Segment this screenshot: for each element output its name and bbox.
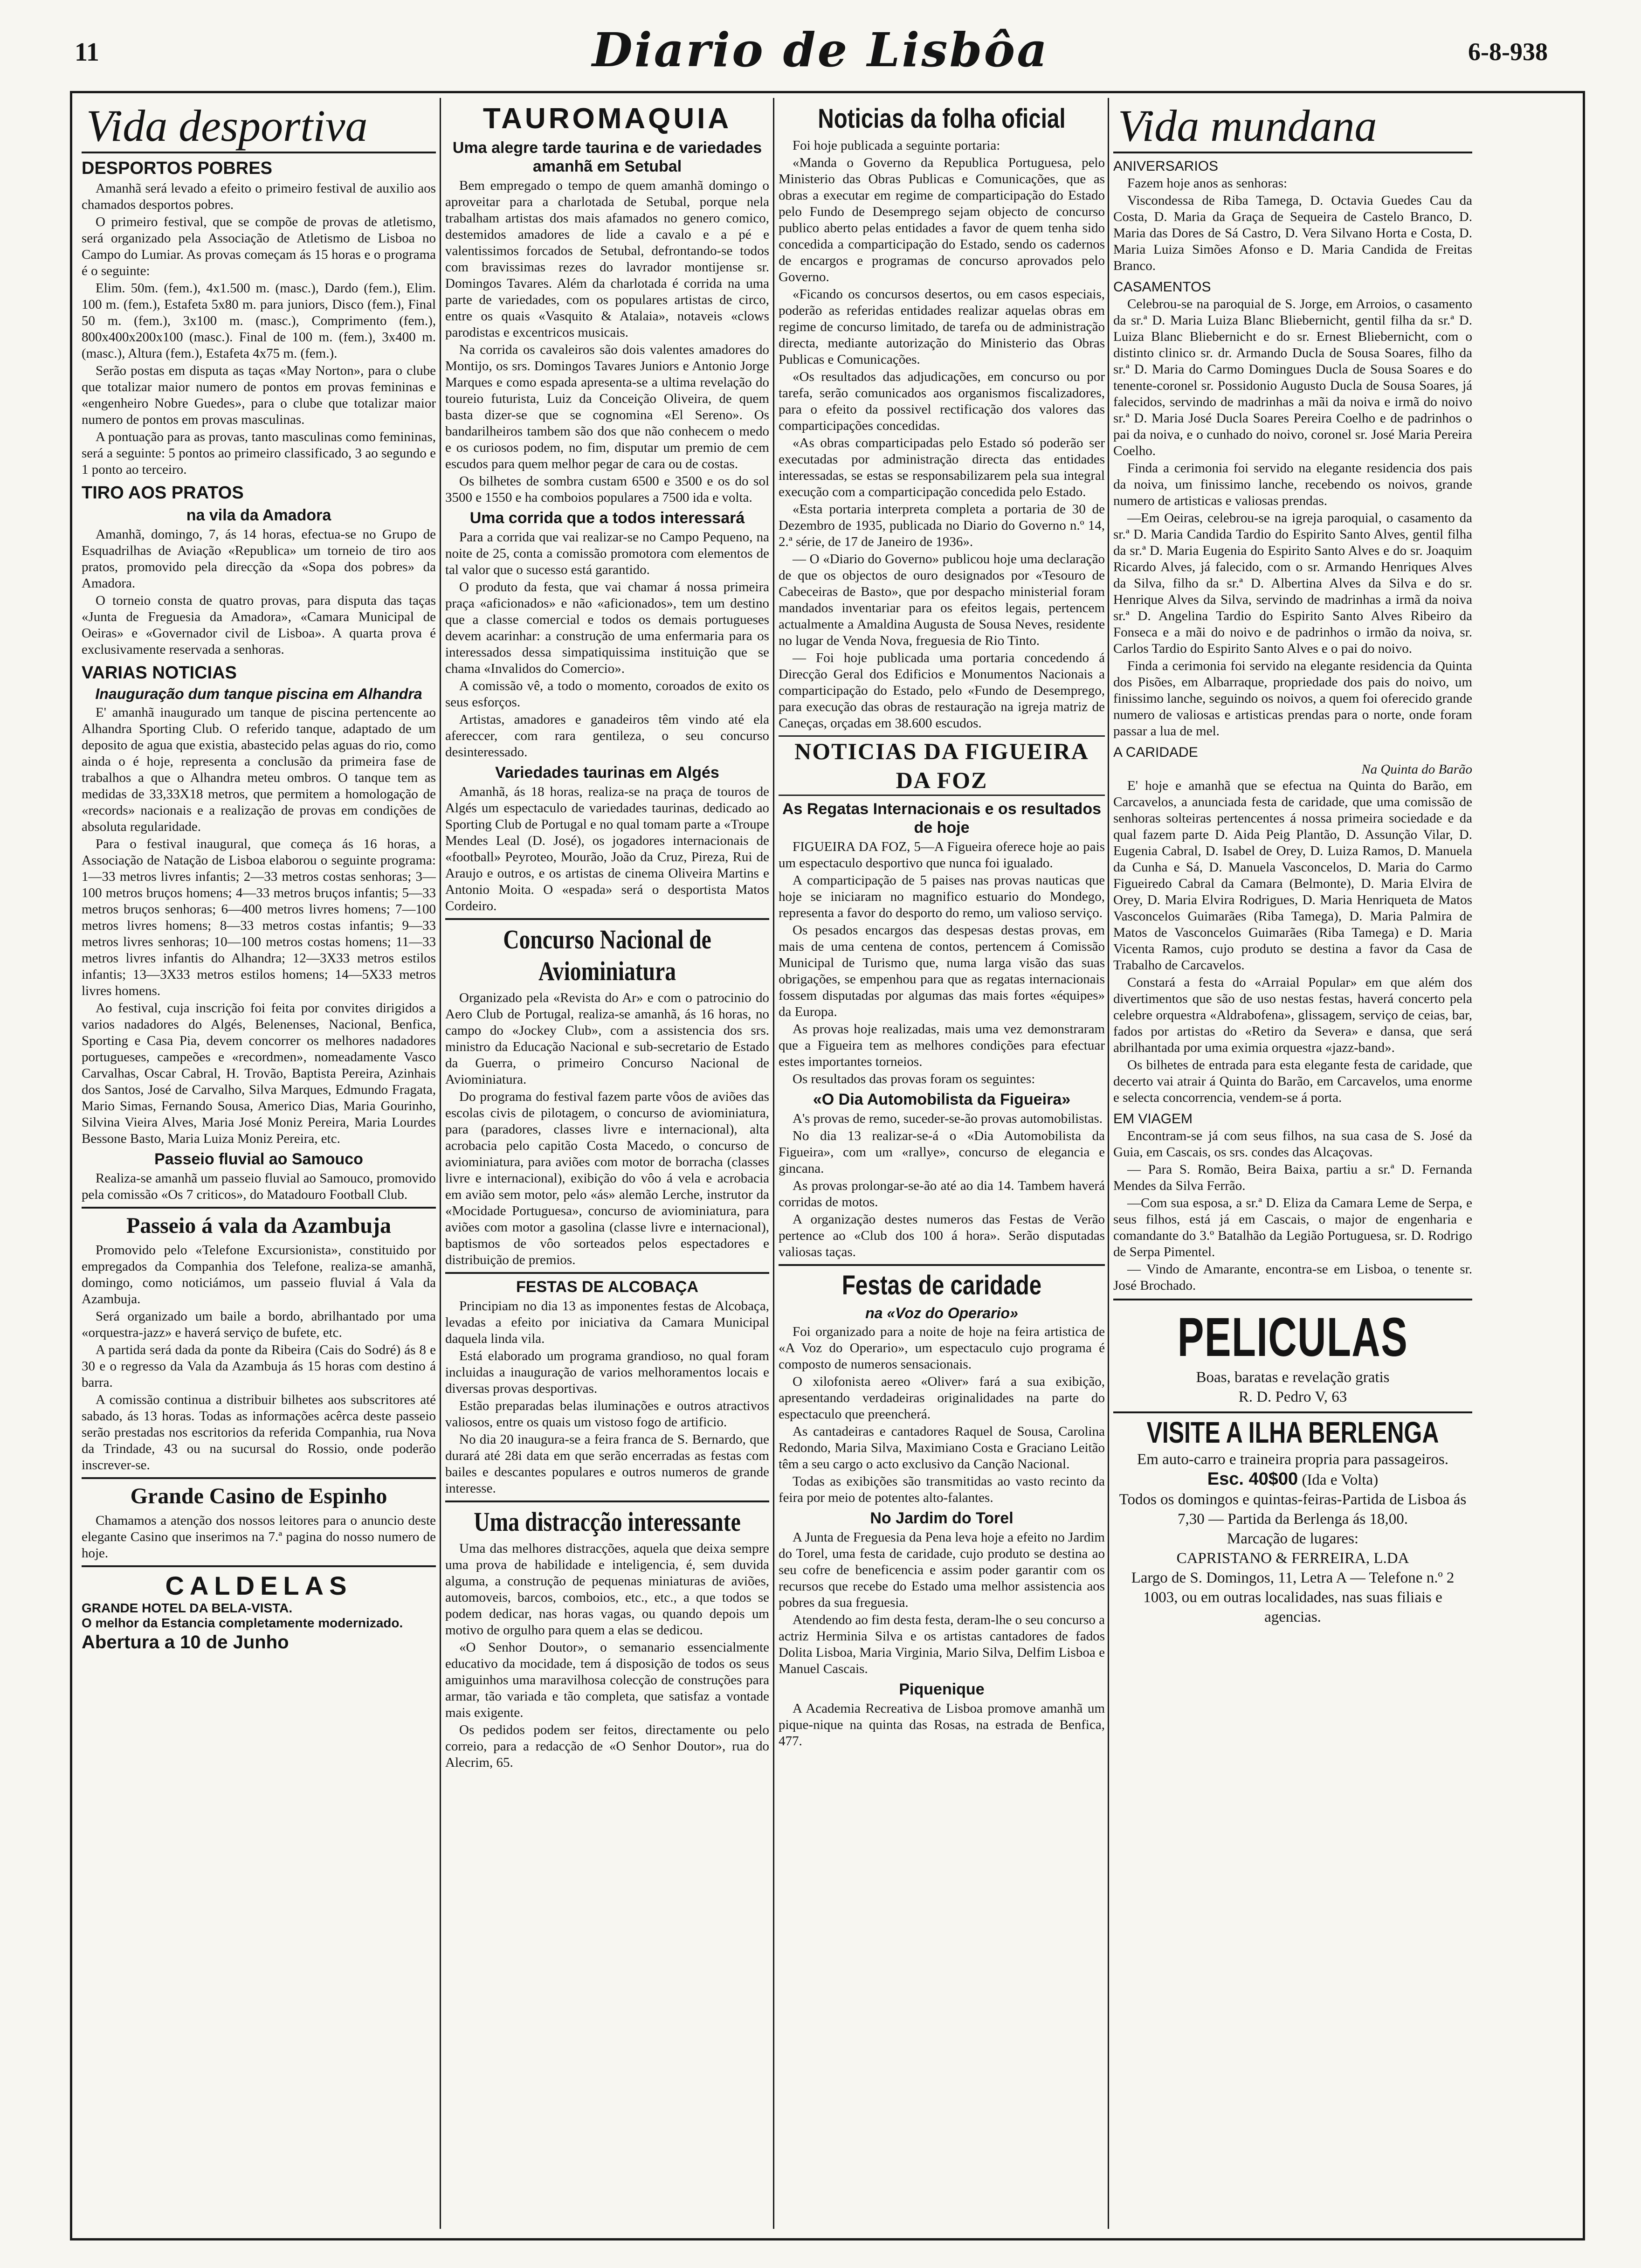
paragraph: A comissão continua a distribuir bilhetes aos subscritores até sabado, ás 13 horas. Todas as informações acêrca deste passeio serão prestadas nos escritorios da referida Companhia, rua Nova da Trindade, 43 ou na sucursal do Rossio, onde poderão inscrever-se. [82, 1392, 436, 1473]
paragraph: —Com sua esposa, a sr.ª D. Eliza da Camara Leme de Serpa, e seus filhos, está já em Cascais, o major de engenharia e comandante do 3.º Batalhão da Legião Portuguesa, sr. D. Rodrigo de Serpa Pimentel. [1113, 1196, 1472, 1259]
paragraph: Bem empregado o tempo de quem amanhã domingo o aproveitar para a charlotada de Setubal, porque nela trabalham artistas dos mais afamados no genero comico, destemidos amadores de lide a cavalo e a pé e valentissimos forcados de Setubal, defrontando-se todos com bravissimas rezes do lavrador montijense sr. Domingos Tavares. Além da charlotada é corrida na uma parte de variedades, com os populares artistas de circo, entre os quais «Vasquito & Atalaia», notaveis «clows parodistas e excentricos musicais. [445, 178, 769, 340]
ad-peliculas [1113, 1299, 1472, 1407]
section-title: TAUROMAQUIA [483, 103, 732, 135]
ad-berlenga [1113, 1411, 1472, 1627]
paragraph: O primeiro festival, que se compõe de provas de atletismo, será organizado pela Associação de Atletismo de Lisboa no Campo do Lumiar. As provas começam ás 15 horas e o programa é o seguinte: [82, 214, 436, 278]
paragraph: Foi hoje publicada a seguinte portaria: [793, 138, 1000, 153]
paragraph: Celebrou-se na paroquial de S. Jorge, em Arroios, o casamento da sr.ª D. Maria Luiza Blanc Bliebernicht, gentil filha da sr.ª D. Luiza Blanc Bliebernicht e do sr. Ernest Bliebernicht, com o distinto clinico sr. dr. Armando Ducla de Sousa Soares, filho da sr.ª D. Maria do Carmo Domingues Ducla de Sousa Soares e do tenente-coronel sr. Possidonio Augusto Ducla de Sousa Soares, já falecidos, servindo de madrinhas a mãi da noiva e irmã do noivo sr.ª D. Maria José Ducla Soares Pereira Coelho e de padrinhos o pai da noiva, e o cunhado do noivo, coronel sr. José Maria Pereira Coelho. [1113, 297, 1472, 458]
paragraph: — Para S. Romão, Beira Baixa, partiu a sr.ª D. Fernanda Mendes da Silva Ferrão. [1113, 1162, 1472, 1193]
ad-line: GRANDE HOTEL DA BELA-VISTA. [82, 1601, 293, 1615]
paragraph: Todas as exibições são transmitidas ao vasto recinto da feira por meio de potentes alto-falantes. [779, 1474, 1105, 1505]
paragraph: Atendendo ao fim desta festa, deram-lhe o seu concurso a actriz Herminia Silva e os artistas cantadores de fados Dolita Lisboa, Maria Virginia, Mario Silva, Delfim Lisboa e Manuel Cascais. [779, 1612, 1105, 1676]
paragraph: O produto da festa, que vai chamar á nossa primeira praça «aficionados» e não «aficionados», tem um destino que a classe comercial e todos os demais portugueses devem acarinhar: a construção de uma enfermaria para os interessados dessa simpatiquissima instituição que se chama «Invalidos do Comercio». [445, 580, 769, 676]
paragraph: — Foi hoje publicada uma portaria concedendo á Direcção Geral dos Edificios e Monumentos Nacionais a comparticipação do Estado, pelo «Fundo de Desemprego, para execução das obras de restauração na igreja matriz de Caneças, orçadas em 38.600 escudos. [779, 650, 1105, 731]
paragraph: Realiza-se amanhã um passeio fluvial ao Samouco, promovido pela comissão «Os 7 criticos», do Matadouro Football Club. [82, 1171, 436, 1202]
paragraph: Está elaborado um programa grandioso, no qual foram incluidas a inauguração de varios melhoramentos locais e diversas provas desportivas. [445, 1348, 769, 1396]
paragraph: Os bilhetes de sombra custam 6500 e 3500 e os do sol 3500 e 1550 e ha comboios populares a 7500 ida e volta. [445, 474, 769, 505]
paragraph: A pontuação para as provas, tanto masculinas como femininas, será a seguinte: 5 pontos ao primeiro classificado, 3 ao segundo e 1 ponto ao terceiro. [82, 429, 436, 477]
column-vida-desportiva [82, 100, 436, 2227]
ad-price-note: (Ida e Volta) [1302, 1472, 1379, 1488]
issue-date: 6-8-938 [1468, 38, 1548, 66]
paragraph: Amanhã, ás 18 horas, realiza-se na praça de touros de Algés um espectaculo de variedades taurinas, dedicado ao Sporting Club de Portugal e no qual tomam parte a «Troupe Mendes Leal (D. José), os jogadores internacionais de «football» Peyroteo, Mourão, João da Cruz, Pireza, Rui de Araujo e outros, e os artistas de cinema Oliveira Martins e Antonio Moita. O «espada» será o desportista Matos Cordeiro. [445, 784, 769, 913]
article-subheading: Uma alegre tarde taurina e de variedades amanhã em Setubal [452, 139, 762, 175]
ad-line: O melhor da Estancia completamente modernizado. [82, 1616, 403, 1630]
divider [445, 1500, 769, 1502]
article-heading: TIRO AOS PRATOS [82, 483, 244, 503]
paragraph: Promovido pelo «Telefone Excursionista», constituido por empregados da Companhia dos Telefone, realiza-se amanhã, domingo, como noticiámos, um passeio fluvial á Vala da Azambuja. [82, 1243, 436, 1307]
paragraph: Os bilhetes de entrada para esta elegante festa de caridade, que decerto vai atrair á Quinta do Barão, em Carcavelos, uma enorme e selecta concorrencia, vendem-se á porta. [1113, 1058, 1472, 1105]
article-heading: NOTICIAS DA FIGUEIRA DA FOZ [779, 735, 1105, 796]
paragraph: Os pedidos podem ser feitos, directamente ou pelo correio, para a redacção de «O Senhor Doutor», rua do Alecrim, 65. [445, 1722, 769, 1770]
paragraph: Encontram-se já com seus filhos, na sua casa de S. José da Guia, em Cascais, os srs. condes das Alcaçovas. [1113, 1128, 1472, 1160]
ad-line: Largo de S. Domingos, 11, Letra A — Telefone n.º 2 1003, ou em outras localidades, nas suas filiais e agencias. [1131, 1570, 1455, 1625]
section-title: Noticias da folha oficial [818, 104, 1066, 134]
column-rule [1108, 98, 1109, 2229]
divider [82, 1477, 436, 1479]
column-rule [440, 98, 441, 2229]
paragraph: As cantadeiras e cantadores Raquel de Sousa, Carolina Redondo, Maria Silva, Maximiano Costa e Graciano Leitão têm a seu cargo o acto exclusivo da Canção Nacional. [779, 1424, 1105, 1472]
paragraph: O xilofonista aereo «Oliver» fará a sua exibição, apresentando verdadeiras originalidades na parte do espectaculo que preencherá. [779, 1374, 1105, 1422]
paragraph: Chamamos a atenção dos nossos leitores para o anuncio deste elegante Casino que inserimos na 7.ª pagina do nosso numero de hoje. [82, 1513, 436, 1561]
paragraph: «Manda o Governo da Republica Portuguesa, pelo Ministerio das Obras Publicas e Comunicações, que as obras a executar em regime de comparticipação do Estado pelo Fundo de Desemprego sejam objecto de concurso publico aberto pelas entidades a favor de quem tenha sido concedida a comparticipação do Estado, sendo os cadernos de encargos e programas de concurso aprovados pelo Governo. [779, 155, 1105, 284]
paragraph: A comissão vê, a todo o momento, coroados de exito os seus esforços. [445, 678, 769, 710]
paragraph: E' amanhã inaugurado um tanque de piscina pertencente ao Alhandra Sporting Club. O referido tanque, adaptado de um deposito de agua que existia, abastecido pelas aguas do rio, como ainda o é hoje, representa a conclusão da primeira fase de trabalhos a que o Alhandra meteu ombros. O tanque tem as medidas de 33,33X18 metros, que permitem a homologação de «records» nacionais e a realização de provas em condições de absoluta regularidade. [82, 705, 436, 834]
ad-line: Boas, baratas e revelação gratis [1196, 1369, 1390, 1386]
ad-title: VISITE A ILHA BERLENGA [1146, 1416, 1439, 1449]
paragraph: Finda a cerimonia foi servido na elegante residencia da Quinta dos Pisões, em Albarraque, propriedade dos pais do noivo, um finissimo lanche, seguindo os noivos, a quem foi oferecido grande numero de valiosas e artisticas prendas para o norte, onde foram passar a lua de mel. [1113, 658, 1472, 739]
paragraph: Será organizado um baile a bordo, abrilhantado por uma «orquestra-jazz» e haverá serviço de bufete, etc. [82, 1309, 436, 1340]
paragraph: Estão preparadas belas iluminações e outros atractivos valiosos, entre os quais um vistoso fogo de artificio. [445, 1398, 769, 1430]
paragraph: FIGUEIRA DA FOZ, 5—A Figueira oferece hoje ao pais um espectaculo desportivo que nunca foi igualado. [779, 839, 1105, 871]
page-header [0, 0, 1641, 93]
article-heading: Festas de caridade [841, 1270, 1042, 1300]
column-tauromaquia [445, 100, 769, 2227]
column-rule [773, 98, 774, 2229]
paragraph: Finda a cerimonia foi servido na elegante residencia dos pais da noiva, um finissimo lanche, recebendo os noivos, grande numero de artisticas e valiosas prendas. [1113, 461, 1472, 508]
paragraph: As provas prolongar-se-ão até ao dia 14. Tambem haverá corridas de motos. [779, 1178, 1105, 1210]
paragraph: A organização destes numeros das Festas de Verão pertence ao «Club dos 100 á hora». Serão disputadas valiosas taças. [779, 1212, 1105, 1259]
paragraph: «Esta portaria interpreta completa a portaria de 30 de Dezembro de 1935, publicada no Diario do Governo n.º 14, 2.ª série, de 17 de Janeiro de 1936». [779, 502, 1105, 549]
paragraph: Para o festival inaugural, que começa ás 16 horas, a Associação de Natação de Lisboa elaborou o seguinte programa: 1—33 metros livres infantis; 2—33 metros costas senhoras; 3—100 metros bruços homens; 4—33 metros bruços infantis; 5—33 metros bruços senhoras; 6—400 metros livres homens; 7—100 metros livres homens; 8—33 metros costas infantis; 9—33 metros livres senhoras; 10—100 metros costas homens; 11—33 metros livres infantis do Alhandra; 12—3X33 metros estilos infantis; 13—3X33 metros estilos homens; 14—5X33 metros livres homens. [82, 837, 436, 998]
ad-price-line [1113, 1469, 1472, 1490]
article-heading: Grande Casino de Espinho [130, 1484, 387, 1508]
paragraph: A Academia Recreativa de Lisboa promove amanhã um pique-nique na quinta das Rosas, na estrada de Benfica, 477. [779, 1701, 1105, 1749]
article-subheading: na «Voz do Operario» [865, 1305, 1018, 1321]
paragraph: Organizado pela «Revista do Ar» e com o patrocinio do Aero Club de Portugal, realiza-se amanhã, ás 16 horas, no campo do «Jockey Club», com a assistencia dos srs. ministro da Educação Nacional e sub-secretario de Estado da Guerra, o primeiro Concurso Nacional de Aviominiatura. [445, 990, 769, 1087]
ad-line: Todos os domingos e quintas-feiras-Partida de Lisboa ás 7,30 — Partida da Berlenga ás 18,00. [1119, 1491, 1467, 1528]
paragraph: Principiam no dia 13 as imponentes festas de Alcobaça, levadas a efeito por iniciativa da Camara Municipal daquela linda vila. [445, 1299, 769, 1346]
column-folha-oficial [779, 100, 1105, 2227]
paragraph: Elim. 50m. (fem.), 4x1.500 m. (masc.), Dardo (fem.), Elim. 100 m. (fem.), Estafeta 5x80 m. para juniors, Disco (fem.), Final 50 m. (fem.), 3x100 m. (masc.), Comprimento (fem.), 800x400x200x100 (masc.). Final de 100 m. (fem.), 3x400 m. (masc.), Altura (fem.), Estafeta 4x75 m. (fem.). [82, 281, 436, 361]
paragraph: Constará a festa do «Arraial Popular» em que além dos divertimentos que são de uso nestas festas, haverá concerto pela celebre orquestra «Aldrabofena», glissagem, serviço de ceias, bar, fados por artistas do «Retiro da Severa» e dansa, que será abrilhantada por uma eximia orquestra «jazz-band». [1113, 975, 1472, 1055]
paragraph: Do programa do festival fazem parte vôos de aviões das escolas civis de pilotagem, o concurso de aviominiatura, para (paradores, classes livre e internacional), alta acrobacia pelo capitão Costa Macedo, o concurso de aviominiatura, para aviões com motor de borracha (classes livre e internacional), exibição do vôo á vela e acrobacia em avião sem motor, pelo «ás» alemão Lerche, instrutor da «Mocidade Portuguesa», concurso de aviominiatura, para aviões com motor a gasolina (classe livre e internacional), baptismos de vôo sorteados pelos espectadores e distribuição de premios. [445, 1089, 769, 1267]
article-subheading: Piquenique [899, 1680, 985, 1698]
article-heading: Concurso Nacional de Aviominiatura [503, 924, 711, 986]
section-title: Vida desportiva [82, 100, 436, 153]
paragraph: Viscondessa de Riba Tamega, D. Octavia Guedes Cau da Costa, D. Maria da Graça de Sequeira de Castelo Branco, D. Maria das Dores de Sá Castro, D. Vera Silvano Horta e Costa, D. Maria Luiza Simões Afonso e D. Maria Candida de Freitas Branco. [1113, 193, 1472, 273]
paragraph: A partida será dada da ponte da Ribeira (Cais do Sodré) ás 8 e 30 e o regresso da Vala da Azambuja ás 15 horas com destino á barra. [82, 1342, 436, 1390]
paragraph: A's provas de remo, suceder-se-ão provas automobilistas. [793, 1111, 1103, 1126]
article-subheading: Inauguração dum tanque piscina em Alhandra [95, 685, 422, 702]
paragraph: Na corrida os cavaleiros são dois valentes amadores do Montijo, os srs. Domingos Tavares Juniors e Antonio Jorge Marques e como espada apresenta-se a ultima revelação do toureio futurista, Luiz da Conceição Oliveira, de quem basta dizer-se que se cognomina «El Sereno». Os bandarilheiros tambem são dos que não conhecem o medo e os curiosos podem, no fim, disputar um premio de cem escudos para quem melhor pegar de cara ou de costas. [445, 342, 769, 471]
paragraph: Uma das melhores distracções, aquela que deixa sempre uma prova de habilidade e inteligencia, é, sem duvida alguma, a construção de pequenas miniaturas de aviões, automoveis, barcos, comboios, etc., etc., a que todos se podem dedicar, nas horas vagas, ou quando depois um motivo de orgulho para quem a elas se dedicou. [445, 1541, 769, 1638]
article-subheading: No Jardim do Torel [870, 1509, 1014, 1527]
paragraph: A comparticipação de 5 paises nas provas nauticas que hoje se iniciaram no magnifico estuario do Mondego, representa a favor do desporto do remo, um valioso serviço. [779, 873, 1105, 920]
paragraph: O torneio consta de quatro provas, para disputa das taças «Junta de Freguesia da Amadora», «Camara Municipal de Oeiras» e «Governador civil de Lisboa». A quarta prova é exclusivamente reservada a senhoras. [82, 593, 436, 657]
ad-title: CALDELAS [165, 1571, 352, 1600]
article-subheading: na vila da Amadora [186, 506, 331, 524]
paragraph: No dia 20 inaugura-se a feira franca de S. Bernardo, que durará até 28i data em que serão encerradas as festas com bailes e descantes populares e outros numeros de grande interesse. [445, 1432, 769, 1496]
article-heading: EM VIAGEM [1113, 1111, 1193, 1127]
paragraph: A Junta de Freguesia da Pena leva hoje a efeito no Jardim do Torel, uma festa de caridade, cujo produto se destina ao seu cofre de beneficencia e assim poder garantir com os recursos que recebe do Estado uma melhor assistencia aos pobres da sua freguesia. [779, 1530, 1105, 1610]
column-vida-mundana [1113, 100, 1472, 2227]
paragraph: As provas hoje realizadas, mais uma vez demonstraram que a Figueira tem as melhores condições para efectuar estes importantes torneios. [779, 1022, 1105, 1069]
article-heading: Uma distracção interessante [474, 1507, 741, 1537]
paragraph: Serão postas em disputa as taças «May Norton», para o clube que totalizar maior numero de pontos em provas femininas e «engenheiro Nobre Guedes», para o clube que totalizar maior numero de pontos em provas masculinas. [82, 363, 436, 427]
ad-price: Esc. 40$00 [1207, 1469, 1298, 1489]
article-heading: Passeio á vala da Azambuja [126, 1213, 392, 1238]
paragraph: «Ficando os concursos desertos, ou em casos especiais, poderão as referidas entidades realizar aquelas obras em regime de concurso limitado, de tarefa ou de administração directa, mediante autorização do Ministerio das Obras Publicas e Comunicações. [779, 287, 1105, 367]
page-number: 11 [75, 38, 99, 67]
section-title: Vida mundana [1113, 100, 1472, 153]
article-heading: CASAMENTOS [1113, 279, 1211, 295]
ad-line: Em auto-carro e traineira propria para passageiros. [1137, 1451, 1448, 1468]
article-heading: A CARIDADE [1113, 745, 1198, 760]
article-heading: DESPORTOS POBRES [82, 159, 272, 178]
paragraph: Ao festival, cuja inscrição foi feita por convites dirigidos a varios nadadores do Algés, Belenenses, Nacional, Benfica, Sporting e Casa Pia, devem concorrer os melhores nadadores portugueses, campeões e «recordmen», nomeadamente Vasco Carvalhas, Oscar Cabral, H. Trovão, Baptista Pereira, Azinhais dos Santos, José de Carvalho, Silva Marques, Edmundo Fragata, Mario Simas, Fernando Sousa, Americo Dias, Maria Gourinho, Silvina Vieira Alves, Maria José Moniz Pereira, Maria Lourdes Bessone Basto, Maria Luiza Moniz Pereira, etc. [82, 1001, 436, 1146]
paragraph: Fazem hoje anos as senhoras: [1127, 176, 1288, 191]
divider [82, 1565, 436, 1567]
paragraph: Para a corrida que vai realizar-se no Campo Pequeno, na noite de 25, conta a comissão promotora com elementos de tal valor que o sucesso está garantido. [445, 530, 769, 577]
masthead: Diario de Lisbôa [592, 22, 1049, 77]
ad-title: PELICULAS [1177, 1307, 1408, 1368]
paragraph: Amanhã será levado a efeito o primeiro festival de auxilio aos chamados desportos pobres. [82, 181, 436, 212]
article-heading: Passeio fluvial ao Samouco [154, 1150, 363, 1168]
ad-line: Marcação de lugares: [1227, 1530, 1359, 1547]
divider [82, 1207, 436, 1209]
paragraph: Amanhã, domingo, 7, ás 14 horas, efectua-se no Grupo de Esquadrilhas de Aviação «Republica» um torneio de tiro aos pratos, promovido pela direcção da «Sopa dos pobres» da Amadora. [82, 527, 436, 591]
paragraph: — Vindo de Amarante, encontra-se em Lisboa, o tenente sr. José Brochado. [1113, 1262, 1472, 1293]
paragraph: Os resultados das provas foram os seguintes: [793, 1072, 1035, 1086]
paragraph: —Em Oeiras, celebrou-se na igreja paroquial, o casamento da sr.ª D. Maria Candida Tardio do Espirito Santo Alves, gentil filha da sr.ª D. Maria Eugenia do Espirito Santo Alves e do sr. Joaquim Ricardo Alves, já falecido, com o sr. Armando Henriques Alves da Silva, filho da sr.ª D. Albertina Alves da Silva e do sr. Henrique Alves da Silva, servindo de madrinhas a irmã da noiva sr.ª D. Angelina Tardio do Espirito Santo Alves Ribeiro da Fonseca e a mãi do noivo e de padrinhos o irmão da noiva, sr. Carlos Tardio do Espirito Santo Alves e o pai do noivo. [1113, 511, 1472, 656]
article-subheading: «O Dia Automobilista da Figueira» [813, 1091, 1071, 1108]
ad-line: R. D. Pedro V, 63 [1238, 1389, 1347, 1405]
paragraph: Foi organizado para a noite de hoje na feira artistica de «A Voz do Operario», um espectaculo cujo programa é composto de numeros sensacionais. [779, 1324, 1105, 1372]
paragraph: «Os resultados das adjudicações, em concurso ou por tarefa, serão comunicados aos organismos fiscalizadores, para o efeito da possivel rectificação dos valores das comparticipações concedidas. [779, 369, 1105, 433]
article-subheading: Na Quinta do Barão [1361, 762, 1472, 777]
article-subheading: Variedades taurinas em Algés [495, 764, 719, 781]
paragraph: E' hoje e amanhã que se efectua na Quinta do Barão, em Carcavelos, a anunciada festa de caridade, que uma comissão de senhoras solteiras pertencentes á nossa primeira sociedade e da qual fazem parte D. Aida Peig Plantão, D. Assunção Vilar, D. Eugenia Cabral, D. Isabel de Orey, D. Luiza Ramos, D. Manuela da Cunha e Sá, D. Manuela Vasconcelos, D. Maria do Carmo Figueiredo Cabral da Camara (Belmonte), D. Maria Elvira de Orey, D. Maria Elvira Rodrigues, D. Maria Henriqueta de Matos Vasconcelos Guimarães (Riba Tamega), D. Maria Palmira de Matos de Vasconcelos Guimarães (Riba Tamega) e D. Maria Vicenta Ramos, cujo produto se destina a favor da Casa de Trabalho de Carcavelos. [1113, 778, 1472, 973]
paragraph: — O «Diario do Governo» publicou hoje uma declaração de que os objectos de ouro designados por «Tesouro de Cabeceiras de Basto», que por despacho ministerial foram mandados inventariar para os efeitos legais, pertencem actualmente a Amaldina Augusta de Sousa Neves, residente no lugar de Venda Nova, freguesia de Rio Tinto. [779, 552, 1105, 648]
article-heading: VARIAS NOTICIAS [82, 663, 237, 683]
article-heading: ANIVERSARIOS [1113, 159, 1219, 174]
ad-line: Abertura a 10 de Junho [82, 1632, 289, 1653]
divider [779, 1264, 1105, 1266]
divider [445, 1272, 769, 1274]
paragraph: Artistas, amadores e ganadeiros têm vindo até ela afereccer, com rara gentileza, o seu concurso desinteressado. [445, 712, 769, 760]
divider [445, 918, 769, 920]
ad-line: CAPRISTANO & FERREIRA, L.DA [1176, 1550, 1409, 1567]
article-subheading: Uma corrida que a todos interessará [469, 509, 745, 527]
article-subheading: As Regatas Internacionais e os resultados de hoje [782, 800, 1102, 837]
article-heading: FESTAS DE ALCOBAÇA [516, 1278, 698, 1296]
paragraph: «As obras comparticipadas pelo Estado só poderão ser executadas por administração directa das entidades interessadas, se estas se responsabilizarem pela sua integral execução com a comparticipação concedida pelo Estado. [779, 436, 1105, 499]
paragraph: «O Senhor Doutor», o semanario essencialmente educativo da mocidade, tem á disposição de todos os seus amiguinhos uma maravilhosa colecção de construções para armar, tão variada e tão completa, que satisfaz a vontade mais exigente. [445, 1640, 769, 1720]
paragraph: Os pesados encargos das despesas destas provas, em mais de uma centena de contos, pertencem á Comissão Municipal de Turismo que, numa larga visão das suas obrigações, se empenhou para que as regatas internacionais fossem disputadas por algumas das mais fortes «équipes» da Europa. [779, 923, 1105, 1019]
paragraph: No dia 13 realizar-se-á o «Dia Automobilista da Figueira», com um «rallye», concurso de elegancia e gincana. [779, 1128, 1105, 1176]
